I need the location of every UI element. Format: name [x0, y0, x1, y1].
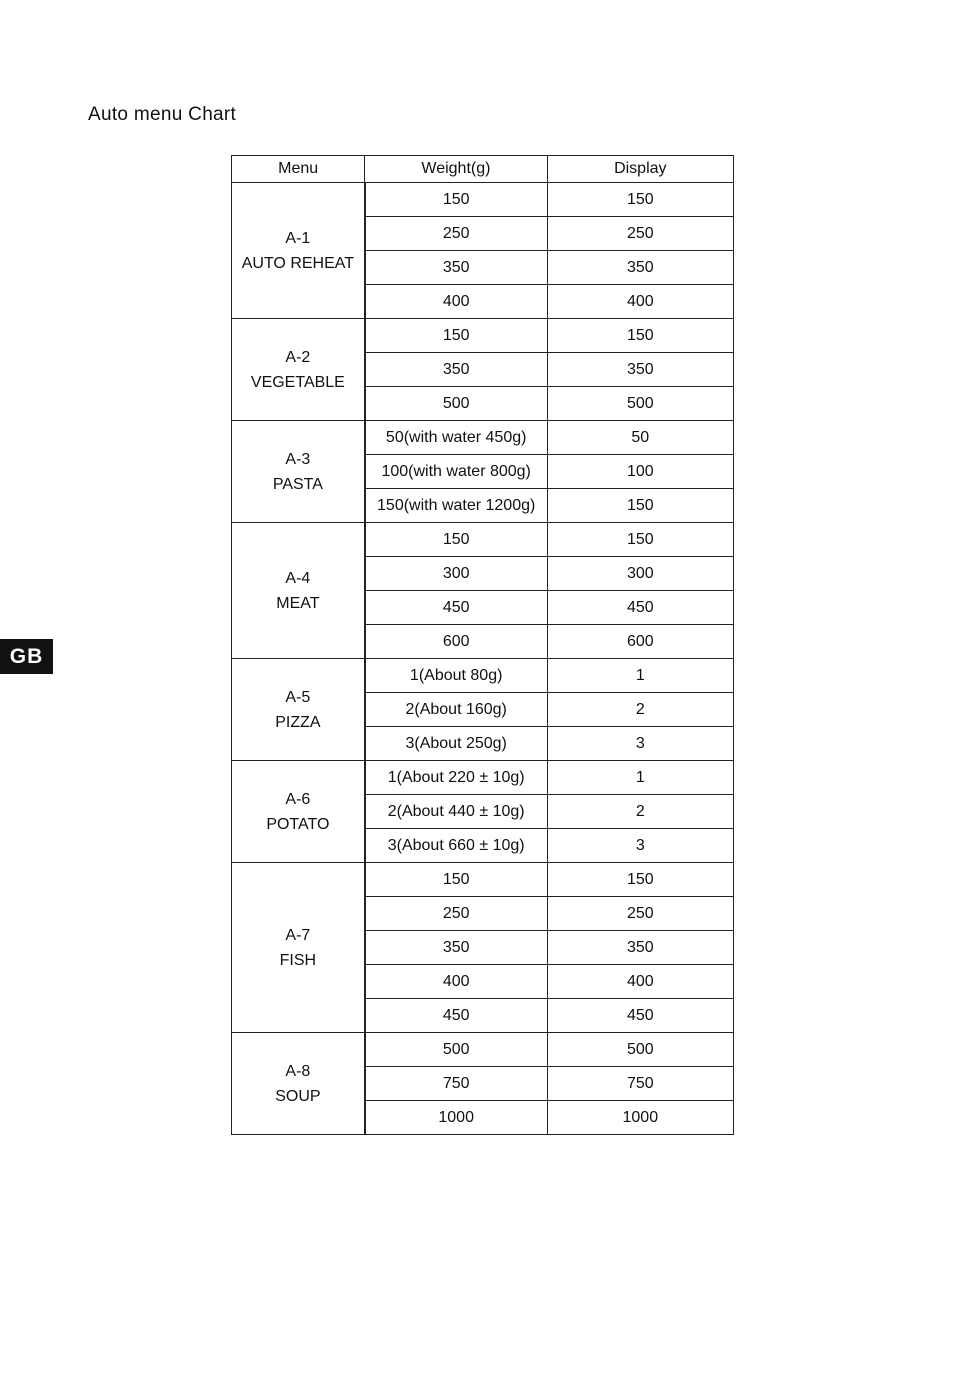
display-cell: 1 [547, 659, 733, 693]
table-row [232, 1033, 734, 1067]
menu-cell [232, 319, 365, 421]
weight-cell: 1(About 80g) [365, 659, 547, 693]
display-cell: 500 [547, 1033, 733, 1067]
menu-code: A-4 [285, 569, 311, 587]
table-row [232, 523, 734, 557]
table-body [232, 183, 734, 1135]
table-row [232, 421, 734, 455]
display-cell: 250 [547, 217, 733, 251]
weight-cell: 600 [365, 625, 547, 659]
header-weight: Weight(g) [365, 156, 547, 183]
display-cell: 1 [547, 761, 733, 795]
display-cell: 500 [547, 387, 733, 421]
header-menu: Menu [232, 156, 365, 183]
weight-cell: 250 [365, 217, 547, 251]
weight-cell: 2(About 440 ± 10g) [365, 795, 547, 829]
page-title: Auto menu Chart [88, 104, 237, 125]
weight-cell: 1(About 220 ± 10g) [365, 761, 547, 795]
weight-cell: 150 [365, 863, 547, 897]
table-row [232, 659, 734, 693]
display-cell: 250 [547, 897, 733, 931]
weight-cell: 50(with water 450g) [365, 421, 547, 455]
menu-cell [232, 421, 365, 523]
weight-cell: 2(About 160g) [365, 693, 547, 727]
menu-cell [232, 1033, 365, 1135]
display-cell: 350 [547, 353, 733, 387]
menu-code: A-2 [285, 348, 311, 366]
menu-cell [232, 183, 365, 319]
menu-name: SOUP [275, 1087, 321, 1105]
language-tab: GB [0, 639, 53, 674]
display-cell: 150 [547, 183, 733, 217]
weight-cell: 350 [365, 353, 547, 387]
weight-cell: 350 [365, 931, 547, 965]
table-row [232, 761, 734, 795]
menu-cell [232, 659, 365, 761]
display-cell: 150 [547, 319, 733, 353]
menu-code: A-8 [285, 1062, 311, 1080]
menu-code: A-6 [285, 790, 311, 808]
weight-cell: 150 [365, 319, 547, 353]
weight-cell: 3(About 250g) [365, 727, 547, 761]
weight-cell: 150 [365, 183, 547, 217]
display-cell: 350 [547, 931, 733, 965]
menu-name: MEAT [276, 594, 320, 612]
display-cell: 150 [547, 863, 733, 897]
display-cell: 450 [547, 999, 733, 1033]
display-cell: 600 [547, 625, 733, 659]
display-cell: 1000 [547, 1101, 733, 1135]
display-cell: 300 [547, 557, 733, 591]
weight-cell: 150 [365, 523, 547, 557]
menu-name: PIZZA [275, 713, 321, 731]
menu-name: POTATO [266, 815, 330, 833]
display-cell: 400 [547, 285, 733, 319]
weight-cell: 500 [365, 387, 547, 421]
weight-cell: 300 [365, 557, 547, 591]
weight-cell: 350 [365, 251, 547, 285]
display-cell: 3 [547, 727, 733, 761]
menu-code: A-3 [285, 450, 311, 468]
header-display: Display [547, 156, 733, 183]
menu-cell [232, 863, 365, 1033]
display-cell: 350 [547, 251, 733, 285]
menu-cell [232, 523, 365, 659]
weight-cell: 450 [365, 999, 547, 1033]
display-cell: 450 [547, 591, 733, 625]
weight-cell: 150(with water 1200g) [365, 489, 547, 523]
display-cell: 3 [547, 829, 733, 863]
weight-cell: 3(About 660 ± 10g) [365, 829, 547, 863]
table-header-row [232, 156, 734, 183]
weight-cell: 500 [365, 1033, 547, 1067]
table-row [232, 183, 734, 217]
weight-cell: 400 [365, 285, 547, 319]
display-cell: 400 [547, 965, 733, 999]
menu-code: A-5 [285, 688, 311, 706]
menu-name: VEGETABLE [250, 373, 345, 391]
weight-cell: 400 [365, 965, 547, 999]
auto-menu-table [231, 155, 734, 1135]
menu-code: A-7 [285, 926, 311, 944]
weight-cell: 100(with water 800g) [365, 455, 547, 489]
menu-name: AUTO REHEAT [241, 254, 355, 272]
weight-cell: 250 [365, 897, 547, 931]
display-cell: 150 [547, 489, 733, 523]
display-cell: 50 [547, 421, 733, 455]
menu-cell [232, 761, 365, 863]
weight-cell: 450 [365, 591, 547, 625]
display-cell: 150 [547, 523, 733, 557]
display-cell: 100 [547, 455, 733, 489]
display-cell: 2 [547, 693, 733, 727]
display-cell: 750 [547, 1067, 733, 1101]
menu-code: A-1 [285, 229, 311, 247]
weight-cell: 1000 [365, 1101, 547, 1135]
table-row [232, 863, 734, 897]
display-cell: 2 [547, 795, 733, 829]
weight-cell: 750 [365, 1067, 547, 1101]
table-row [232, 319, 734, 353]
menu-name: PASTA [272, 475, 323, 493]
menu-name: FISH [279, 951, 317, 969]
